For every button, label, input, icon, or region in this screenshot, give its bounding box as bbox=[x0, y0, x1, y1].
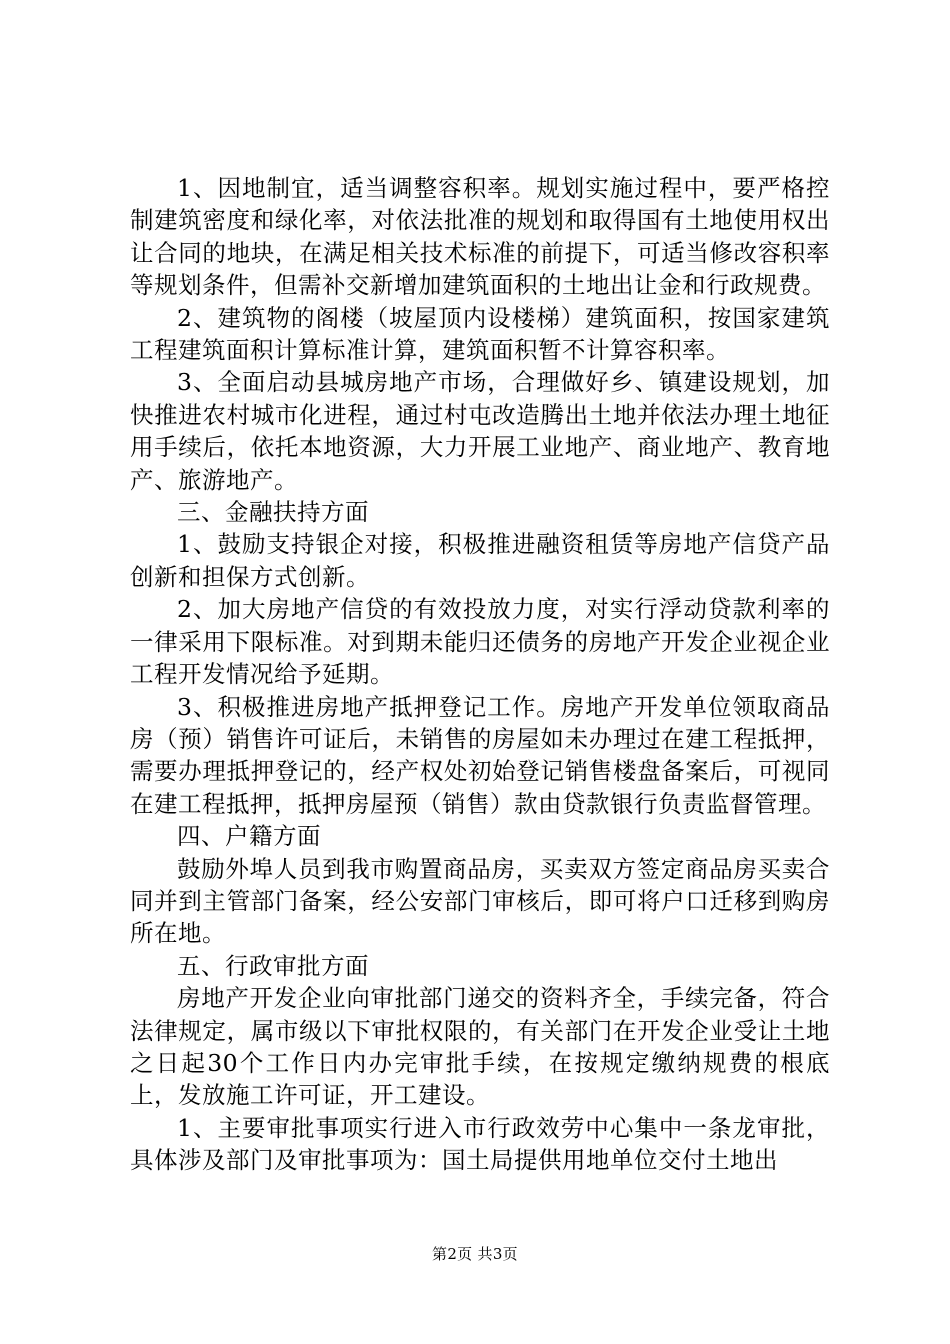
body-paragraph: 鼓励外埠人员到我市购置商品房，买卖双方签定商品房买卖合同并到主管部门备案，经公安部门审核后，即可将户口迁移到购房所在地。 bbox=[130, 854, 830, 948]
page-footer: 第2页 共3页 bbox=[432, 1245, 518, 1263]
section-heading: 四、户籍方面 bbox=[177, 822, 321, 851]
body-paragraph: 3、积极推进房地产抵押登记工作。房地产开发单位领取商品房（预）销售许可证后，未销售的房屋如未办理过在建工程抵押，需要办理抵押登记的，经产权处初始登记销售楼盘备案后，可视同在建工程抵押，抵押房屋预（销售）款由贷款银行负责监督管理。 bbox=[130, 692, 830, 818]
document-body bbox=[130, 172, 830, 1177]
body-paragraph: 2、建筑物的阁楼（坡屋顶内设楼梯）建筑面积，按国家建筑工程建筑面积计算标准计算，建筑面积暂不计算容积率。 bbox=[130, 303, 830, 365]
body-paragraph: 2、加大房地产信贷的有效投放力度，对实行浮动贷款利率的一律采用下限标准。对到期未能归还债务的房地产开发企业视企业工程开发情况给予延期。 bbox=[130, 595, 830, 689]
section-heading: 五、行政审批方面 bbox=[177, 951, 369, 980]
section-heading: 三、金融扶持方面 bbox=[177, 498, 369, 527]
body-paragraph: 1、因地制宜，适当调整容积率。规划实施过程中，要严格控制建筑密度和绿化率，对依法批准的规划和取得国有土地使用权出让合同的地块，在满足相关技术标准的前提下，可适当修改容积率等规划条件，但需补交新增加建筑面积的土地出让金和行政规费。 bbox=[130, 174, 830, 300]
body-paragraph: 3、全面启动县城房地产市场，合理做好乡、镇建设规划，加快推进农村城市化进程，通过村屯改造腾出土地并依法办理土地征用手续后，依托本地资源，大力开展工业地产、商业地产、教育地产、旅游地产。 bbox=[130, 368, 830, 494]
body-paragraph: 房地产开发企业向审批部门递交的资料齐全，手续完备，符合法律规定，属市级以下审批权限的，有关部门在开发企业受让土地之日起30个工作日内办完审批手续，在按规定缴纳规费的根底上，发放施工许可证，开工建设。 bbox=[130, 984, 830, 1110]
body-paragraph: 1、主要审批事项实行进入市行政效劳中心集中一条龙审批，具体涉及部门及审批事项为：国土局提供用地单位交付土地出 bbox=[130, 1113, 830, 1175]
body-paragraph: 1、鼓励支持银企对接，积极推进融资租赁等房地产信贷产品创新和担保方式创新。 bbox=[130, 530, 830, 591]
